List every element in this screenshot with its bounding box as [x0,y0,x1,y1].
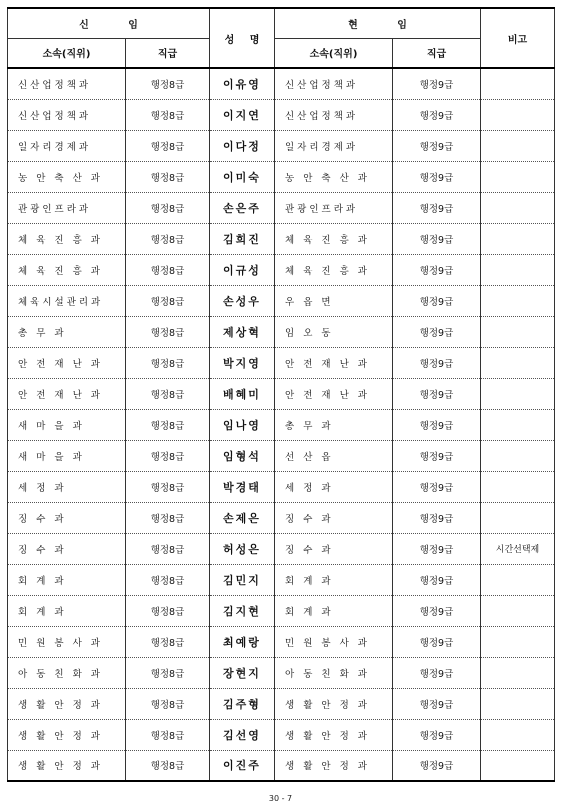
note-cell [481,254,555,285]
table-row [8,440,555,471]
note-cell [481,130,555,161]
table-row [8,564,555,595]
current-dept-cell: 아 동 친 화 과 [275,657,393,688]
table-row [8,347,555,378]
header-current-post: 현 임 [275,8,481,38]
current-dept-cell: 선 산 읍 [275,440,393,471]
new-grade-cell: 행정8급 [126,657,210,688]
table-row [8,595,555,626]
name-cell: 김희진 [210,223,275,254]
new-dept-cell: 생 활 안 정 과 [8,688,126,719]
table-row [8,750,555,781]
new-grade-cell: 행정8급 [126,595,210,626]
current-grade-cell: 행정9급 [393,440,481,471]
new-grade-cell: 행정8급 [126,378,210,409]
current-grade-cell: 행정9급 [393,409,481,440]
current-grade-cell: 행정9급 [393,223,481,254]
current-dept-cell: 생 활 안 정 과 [275,750,393,781]
name-cell: 이규성 [210,254,275,285]
table-row [8,223,555,254]
current-dept-cell: 총 무 과 [275,409,393,440]
table-row [8,471,555,502]
current-dept-cell: 일자리경제과 [275,130,393,161]
current-grade-cell: 행정9급 [393,471,481,502]
personnel-table [7,7,555,782]
new-dept-cell: 회 계 과 [8,564,126,595]
note-cell [481,347,555,378]
current-dept-cell: 세 정 과 [275,471,393,502]
new-grade-cell: 행정8급 [126,533,210,564]
current-grade-cell: 행정9급 [393,68,481,99]
note-cell [481,719,555,750]
new-grade-cell: 행정8급 [126,688,210,719]
new-grade-cell: 행정8급 [126,626,210,657]
current-grade-cell: 행정9급 [393,130,481,161]
header-new-dept: 소속(직위) [8,38,126,68]
table-row [8,502,555,533]
name-cell: 박경태 [210,471,275,502]
table-row [8,719,555,750]
new-grade-cell: 행정8급 [126,440,210,471]
note-cell [481,68,555,99]
name-cell: 제상혁 [210,316,275,347]
current-grade-cell: 행정9급 [393,657,481,688]
current-grade-cell: 행정9급 [393,719,481,750]
current-dept-cell: 임 오 동 [275,316,393,347]
new-dept-cell: 세 정 과 [8,471,126,502]
current-dept-cell: 생 활 안 정 과 [275,688,393,719]
note-cell [481,192,555,223]
note-cell [481,223,555,254]
new-grade-cell: 행정8급 [126,564,210,595]
current-dept-cell: 신산업정책과 [275,68,393,99]
current-dept-cell: 회 계 과 [275,595,393,626]
table-row [8,378,555,409]
new-dept-cell: 신산업정책과 [8,68,126,99]
table-row [8,254,555,285]
table-row [8,688,555,719]
name-cell: 허성은 [210,533,275,564]
new-grade-cell: 행정8급 [126,192,210,223]
note-cell [481,316,555,347]
table-row [8,99,555,130]
name-cell: 최예랑 [210,626,275,657]
current-grade-cell: 행정9급 [393,750,481,781]
table-header [8,8,555,68]
current-grade-cell: 행정9급 [393,254,481,285]
new-grade-cell: 행정8급 [126,68,210,99]
new-grade-cell: 행정8급 [126,719,210,750]
new-dept-cell: 생 활 안 정 과 [8,719,126,750]
current-grade-cell: 행정9급 [393,192,481,223]
note-cell [481,440,555,471]
new-grade-cell: 행정8급 [126,223,210,254]
header-current-grade: 직급 [393,38,481,68]
new-dept-cell: 농 안 축 산 과 [8,161,126,192]
note-cell [481,688,555,719]
current-dept-cell: 체 육 진 흥 과 [275,223,393,254]
current-grade-cell: 행정9급 [393,533,481,564]
current-grade-cell: 행정9급 [393,347,481,378]
name-cell: 임형석 [210,440,275,471]
name-cell: 임나영 [210,409,275,440]
table-body [8,68,555,781]
table-row [8,130,555,161]
header-note: 비고 [481,8,555,68]
table-row [8,316,555,347]
current-grade-cell: 행정9급 [393,285,481,316]
new-dept-cell: 징 수 과 [8,533,126,564]
new-dept-cell: 관광인프라과 [8,192,126,223]
note-cell [481,750,555,781]
new-grade-cell: 행정8급 [126,316,210,347]
name-cell: 이다정 [210,130,275,161]
note-cell [481,626,555,657]
note-cell [481,378,555,409]
current-dept-cell: 징 수 과 [275,502,393,533]
current-dept-cell: 체 육 진 흥 과 [275,254,393,285]
new-dept-cell: 신산업정책과 [8,99,126,130]
new-dept-cell: 안 전 재 난 과 [8,378,126,409]
note-cell [481,657,555,688]
current-grade-cell: 행정9급 [393,99,481,130]
current-dept-cell: 관광인프라과 [275,192,393,223]
table-row [8,533,555,564]
new-dept-cell: 징 수 과 [8,502,126,533]
current-dept-cell: 징 수 과 [275,533,393,564]
new-grade-cell: 행정8급 [126,285,210,316]
new-grade-cell: 행정8급 [126,409,210,440]
new-grade-cell: 행정8급 [126,254,210,285]
header-name: 성 명 [210,8,275,68]
name-cell: 손제은 [210,502,275,533]
current-grade-cell: 행정9급 [393,161,481,192]
new-dept-cell: 민 원 봉 사 과 [8,626,126,657]
note-cell [481,564,555,595]
current-dept-cell: 회 계 과 [275,564,393,595]
name-cell: 박지영 [210,347,275,378]
current-grade-cell: 행정9급 [393,378,481,409]
note-cell [481,161,555,192]
name-cell: 김민지 [210,564,275,595]
note-cell [481,595,555,626]
new-grade-cell: 행정8급 [126,99,210,130]
new-dept-cell: 총 무 과 [8,316,126,347]
note-cell [481,285,555,316]
new-grade-cell: 행정8급 [126,471,210,502]
current-grade-cell: 행정9급 [393,595,481,626]
new-dept-cell: 체육시설관리과 [8,285,126,316]
table-row [8,68,555,99]
current-grade-cell: 행정9급 [393,564,481,595]
name-cell: 이지연 [210,99,275,130]
name-cell: 손은주 [210,192,275,223]
name-cell: 장현지 [210,657,275,688]
table-row [8,192,555,223]
note-cell: 시간선택제 [481,533,555,564]
new-grade-cell: 행정8급 [126,161,210,192]
note-cell [481,99,555,130]
new-dept-cell: 아 동 친 화 과 [8,657,126,688]
name-cell: 손성우 [210,285,275,316]
name-cell: 이유영 [210,68,275,99]
current-grade-cell: 행정9급 [393,688,481,719]
name-cell: 김주형 [210,688,275,719]
table-row [8,409,555,440]
header-new-post: 신 임 [8,8,210,38]
new-dept-cell: 체 육 진 흥 과 [8,223,126,254]
current-grade-cell: 행정9급 [393,316,481,347]
current-dept-cell: 농 안 축 산 과 [275,161,393,192]
new-dept-cell: 생 활 안 정 과 [8,750,126,781]
new-grade-cell: 행정8급 [126,750,210,781]
name-cell: 김선영 [210,719,275,750]
new-grade-cell: 행정8급 [126,347,210,378]
name-cell: 이미숙 [210,161,275,192]
note-cell [481,502,555,533]
current-dept-cell: 우 읍 면 [275,285,393,316]
new-dept-cell: 새 마 을 과 [8,409,126,440]
note-cell [481,409,555,440]
new-grade-cell: 행정8급 [126,502,210,533]
table-row [8,657,555,688]
name-cell: 이진주 [210,750,275,781]
new-dept-cell: 안 전 재 난 과 [8,347,126,378]
table-row [8,626,555,657]
name-cell: 배혜미 [210,378,275,409]
table-row [8,161,555,192]
note-cell [481,471,555,502]
new-dept-cell: 회 계 과 [8,595,126,626]
new-dept-cell: 새 마 을 과 [8,440,126,471]
header-new-grade: 직급 [126,38,210,68]
current-dept-cell: 안 전 재 난 과 [275,378,393,409]
current-dept-cell: 안 전 재 난 과 [275,347,393,378]
new-grade-cell: 행정8급 [126,130,210,161]
current-grade-cell: 행정9급 [393,502,481,533]
current-dept-cell: 민 원 봉 사 과 [275,626,393,657]
current-dept-cell: 생 활 안 정 과 [275,719,393,750]
current-dept-cell: 신산업정책과 [275,99,393,130]
table-row [8,285,555,316]
new-dept-cell: 체 육 진 흥 과 [8,254,126,285]
name-cell: 김지현 [210,595,275,626]
header-current-dept: 소속(직위) [275,38,393,68]
current-grade-cell: 행정9급 [393,626,481,657]
page-number: 30 - 7 [268,794,293,803]
new-dept-cell: 일자리경제과 [8,130,126,161]
